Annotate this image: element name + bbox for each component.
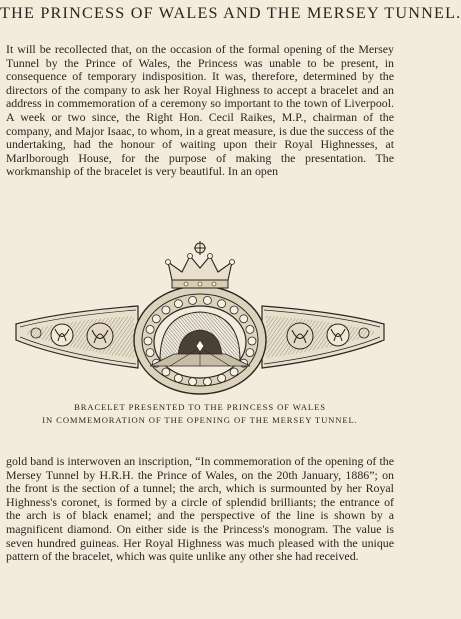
brilliant-stone	[203, 296, 211, 304]
article-paragraph-2: gold band is interwoven an inscription, “In commemoration of the opening of the Mersey Tunnel by H.R.H. the Prince of Wales, on the 20th January, 1886”; on the front is the section of a tunnel; the arch, which is surmounted by her Royal Highness's coronet, is formed by a circle of splendid brilliants; the entrance of the arch is of black enamel; and the perspective of the line is shown by a magnificent diamond. On either side is the Princess's monogram. The value is seven hundred guineas. Her Royal Highness was much pleased with the unique pattern of the bracelet, which was quite unlike any other she had received.	[6, 454, 394, 564]
brilliant-stone	[248, 337, 256, 345]
article-title: THE PRINCESS OF WALES AND THE MERSEY TUNNEL.	[0, 4, 461, 22]
brilliant-stone	[189, 378, 197, 386]
brilliant-stone	[162, 368, 170, 376]
band-right	[262, 306, 384, 368]
brilliant-stone	[230, 368, 238, 376]
tunnel-arch-medallion	[134, 286, 266, 394]
brilliant-stone	[152, 315, 160, 323]
coronet-icon	[166, 241, 235, 288]
band-left	[16, 306, 138, 368]
brilliant-stone	[144, 337, 152, 345]
brilliant-stone	[174, 300, 182, 308]
brilliant-stone	[240, 315, 248, 323]
brilliant-stone	[218, 300, 226, 308]
brilliant-stone	[246, 349, 254, 357]
brilliant-stone	[146, 349, 154, 357]
brilliant-stone	[146, 325, 154, 333]
brilliant-stone	[189, 296, 197, 304]
figure-caption-line-2: IN COMMEMORATION OF THE OPENING OF THE MERSEY TUNNEL.	[42, 415, 358, 425]
brilliant-stone	[246, 325, 254, 333]
bracelet-engraving	[0, 232, 400, 392]
brilliant-stone	[230, 306, 238, 314]
article-paragraph-1: It will be recollected that, on the occasion of the formal opening of the Mersey Tunnel by the Prince of Wales, the Princess was unable to be present, in consequence of temporary indisposition. It was, therefore, determined by the directors of the company to ask her Royal Highness to accept a bracelet and an address in commemoration of a ceremony so important to the town of Liverpool. A week or two since, the Right Hon. Cecil Raikes, M.P., chairman of the company, and Major Isaac, to whom, in a great measure, is due the success of the undertaking, had the honour of waiting upon their Royal Highnesses, at Marlborough House, for the purpose of making the presentation. The workmanship of the bracelet is very beautiful. In an open	[6, 42, 394, 179]
brilliant-stone	[203, 378, 211, 386]
brilliant-stone	[162, 306, 170, 314]
figure-caption-line-1: BRACELET PRESENTED TO THE PRINCESS OF WALES	[74, 402, 326, 412]
